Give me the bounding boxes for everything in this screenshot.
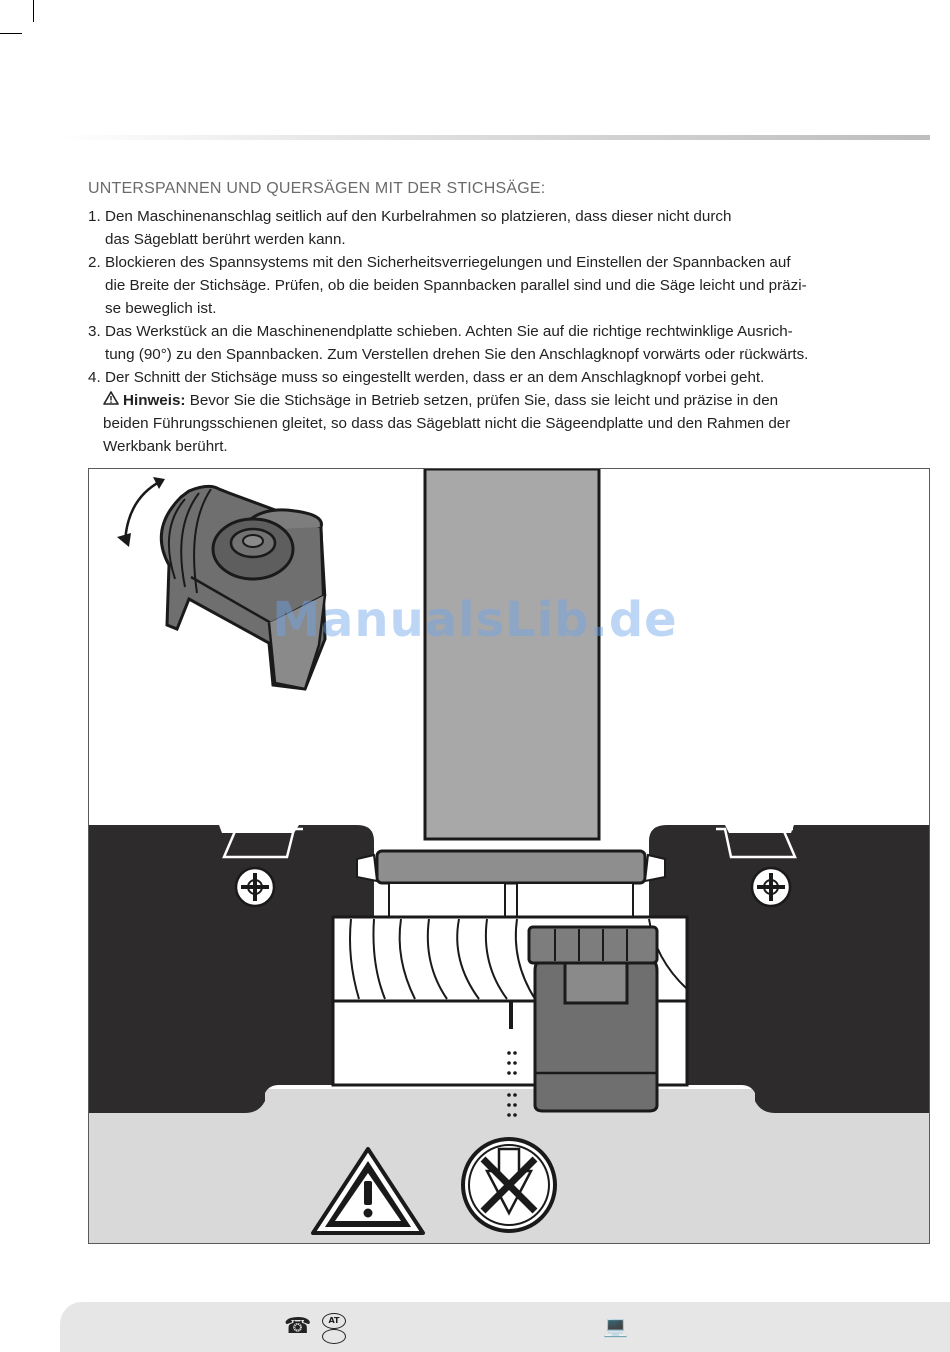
no-cut-prohibition-icon — [463, 1139, 555, 1231]
list-item — [88, 366, 928, 389]
crop-mark-horizontal — [0, 33, 22, 34]
left-lower-block — [89, 917, 333, 1113]
header-rule — [60, 135, 930, 140]
hint-line: Werkbank berührt. — [103, 438, 228, 455]
hint-line: beiden Führungsschienen gleitet, so dass das Sägeblatt nicht die Sägeendplatte und den Rahmen der — [103, 415, 791, 432]
step-number: 4. — [88, 369, 101, 386]
hint-first-line — [103, 389, 928, 412]
step-line: Das Werkstück an die Maschinenendplatte schieben. Achten Sie auf die richtige rechtwinklige Ausrich- — [105, 323, 793, 340]
hint-text: Bevor Sie die Stichsäge in Betrieb setzen, prüfen Sie, dass sie leicht und präzise in den — [189, 392, 779, 409]
hint-label: Hinweis: — [123, 392, 186, 409]
left-screw-icon — [236, 868, 274, 906]
crop-mark-vertical — [33, 0, 34, 22]
hint-note — [88, 389, 928, 458]
warning-triangle-icon — [103, 389, 123, 412]
step-number: 3. — [88, 323, 101, 340]
right-clamp-rail — [649, 825, 930, 917]
instruction-list — [88, 205, 928, 458]
step-number: 1. — [88, 208, 101, 225]
computer-icon: 💻 — [603, 1314, 628, 1338]
right-screw-icon — [752, 868, 790, 906]
step-line: tung (90°) zu den Spannbacken. Zum Verstellen drehen Sie den Anschlagknopf vorwärts oder rückwärts. — [105, 346, 809, 363]
step-text — [105, 205, 928, 251]
step-number: 2. — [88, 254, 101, 271]
step-text — [105, 251, 928, 320]
step-line: Blockieren des Spannsystems mit den Sicherheitsverriegelungen und Einstellen der Spannbacken auf — [105, 254, 791, 271]
phone-icon: ☎ — [284, 1314, 312, 1339]
vertical-workpiece — [425, 469, 599, 839]
step-line: se beweglich ist. — [105, 300, 217, 317]
footer-bar — [60, 1302, 950, 1352]
country-badge-blank — [322, 1329, 346, 1344]
list-item — [88, 205, 928, 251]
step-line: das Sägeblatt berührt werden kann. — [105, 231, 346, 248]
list-item — [88, 320, 928, 366]
step-text — [105, 366, 928, 389]
stop-knob-cylinder — [529, 927, 657, 1111]
step-line: Der Schnitt der Stichsäge muss so eingestellt werden, dass er an dem Anschlagknopf vorbei geht. — [105, 369, 765, 386]
clamp-jaw-bar — [377, 851, 645, 883]
step-line: Den Maschinenanschlag seitlich auf den Kurbelrahmen so platzieren, dass dieser nicht durch — [105, 208, 732, 225]
country-badge: AT — [322, 1313, 346, 1329]
watermark: ManualsLib.de — [272, 592, 678, 648]
illustration-svg — [89, 469, 930, 1244]
step-line: die Breite der Stichsäge. Prüfen, ob die beiden Spannbacken parallel sind und die Säge leicht und präzi- — [105, 277, 807, 294]
jigsaw-illustration — [88, 468, 930, 1244]
section-title: UNTERSPANNEN UND QUERSÄGEN MIT DER STICHSÄGE: — [88, 180, 546, 197]
right-lower-block — [687, 917, 930, 1113]
list-item — [88, 251, 928, 320]
step-text — [105, 320, 928, 366]
